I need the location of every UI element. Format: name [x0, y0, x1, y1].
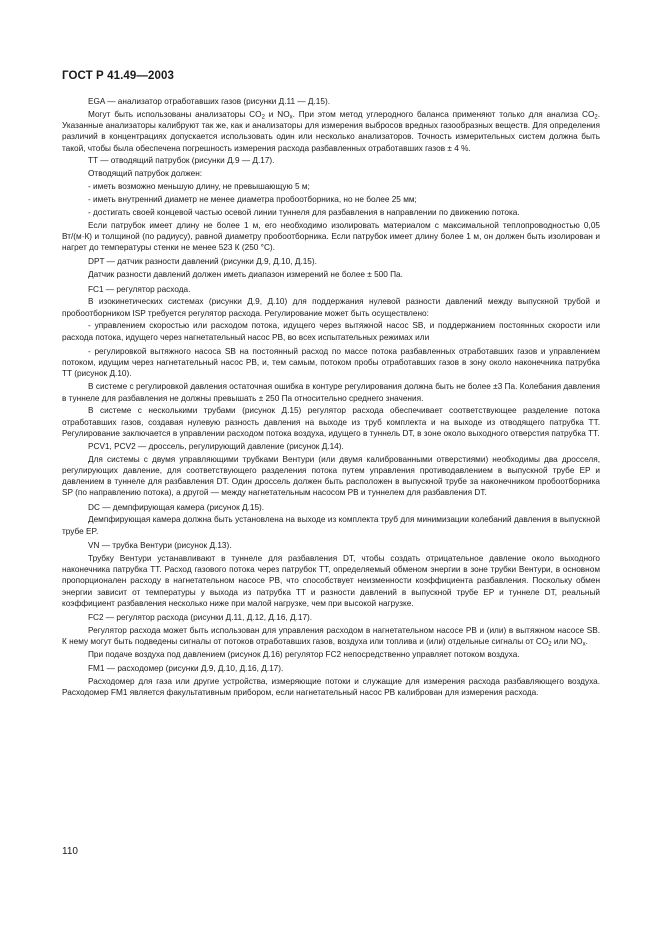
paragraph: DC — демпфирующая камера (рисунок Д.15). — [88, 502, 265, 512]
paragraph: В системе с регулировкой давления остаточная ошибка в контуре регулирования должна быть не более ±3 Па. Колебания давления в туннеле для разбавления не должны превышать ± 250 Па относительно среднего значения. — [62, 382, 600, 403]
list-item: - иметь внутренний диаметр не менее диаметра пробоотборника, но не более 25 мм; — [88, 194, 417, 204]
paragraph: Могут быть использованы анализаторы $CO_2$ и $NO_x$. При этом метод углеродного баланса применяют только для анализа $CO_2$. Указанные анализаторы калибруют так же, как и анализаторы для измерения выбросов вредных газообразных веществ. Для определения различий в концентрациях допускается использовать один или несколько анализаторов. Точность измерительных систем должна быть такой, чтобы была обеспечена погрешность измерения расхода разбавленных отработавших газов ± 4 %. — [62, 109, 601, 153]
paragraph: Если патрубок имеет длину не более 1 м, его необходимо изолировать материалом с максимальной теплопроводностью 0,05 Вт/(м·К) и толщиной (по радиусу), равной диаметру пробоотборника. Если патрубок имеет длину более 1 м, он должен быть изолирован и нагрет до температуры стенки не менее 523 К (250 °С). — [62, 220, 600, 253]
list-item: - регулировкой вытяжного насоса SB на постоянный расход по массе потока разбавленных отработавших газов и управлением потоком, идущим через нагнетательный насос PB, и, тем самым, потоком пробы отработавших газов в зону около наконечника патрубка TT (рисунок Д.10). — [62, 346, 600, 379]
paragraph: При подаче воздуха под давлением (рисунок Д.16) регулятор FC2 непосредственно управляет потоком воздуха. — [88, 649, 520, 659]
paragraph: PCV1, PCV2 — дроссель, регулирующий давление (рисунок Д.14). — [88, 441, 344, 451]
paragraph: DPT — датчик разности давлений (рисунки Д.9, Д.10, Д.15). — [88, 257, 317, 267]
paragraph: FM1 — расходомер (рисунки Д.9, Д.10, Д.16, Д.17). — [88, 664, 284, 674]
list-item: - достигать своей концевой частью осевой линии туннеля для разбавления в направлении по движению потока. — [88, 207, 520, 217]
paragraph: VN — трубка Вентури (рисунок Д.13). — [88, 540, 232, 550]
paragraph: Для системы с двумя управляющими трубками Вентури (или двумя калиброванными отверстиями) необходимы два дросселя, регулирующих давление, для соответствующего разделения потока путем управления противодавлением в выпускной трубе EP и давлением в туннеле для разбавления DT. Один дроссель должен быть расположен в выпускной трубе за наконечником пробоотборника SP (по направлению потока), а другой — между нагнетательным насосом PB и туннелем для разбавления DT. — [62, 454, 600, 498]
list-item: - управлением скоростью или расходом потока, идущего через вытяжной насос SB, и поддержанием постоянных скорости или расхода потока, идущего через нагнетательный насос PB, во всех испытательных режимах или — [62, 321, 600, 342]
paragraph: FC2 — регулятор расхода (рисунки Д.11, Д.12, Д.16, Д.17). — [88, 613, 313, 622]
list-item: - иметь возможно меньшую длину, не превышающую 5 м; — [88, 182, 310, 192]
paragraph: Демпфирующая камера должна быть установлена на выходе из комплекта труб для минимизации колебаний давления в выпускной трубе EP. — [62, 515, 600, 536]
paragraph: Отводящий патрубок должен: — [88, 169, 203, 179]
paragraph: Трубку Вентури устанавливают в туннеле для разбавления DT, чтобы создать отрицательное давление около выходного наконечника патрубка TT. Расход газового потока через патрубок TT, определяемый обменом энергии в зоне трубки Вентури, в основном пропорционален расходу в нагнетательном насосе PB, что способствует неизменности коэффициента разбавления. Поскольку обмен энергии зависит от температуры у выхода из патрубка TT и разности давлений в выпускной трубе EP и туннеле DT, реальный коэффициент разбавления несколько ниже при малой нагрузке, чем при высокой нагрузке. — [62, 553, 600, 608]
paragraph: В системе с несколькими трубами (рисунок Д.15) регулятор расхода обеспечивает соответствующее разделение потока отработавших газов, создавая нулевую разность давления на выходе из труб комплекта и на выходе из отводящего патрубка TT. Регулирование заключается в управлении расходом потока воздуха, идущего в туннель DT, в зоне около выходного отверстия патрубка TT. — [62, 406, 600, 438]
paragraph: В изокинетических системах (рисунки Д.9, Д.10) для поддержания нулевой разности давлений между выпускной трубой и пробоотборником ISP требуется регулятор расхода. Регулирование может быть осуществлено: — [62, 297, 600, 318]
paragraph: EGA — анализатор отработавших газов (рисунки Д.11 — Д.15). — [88, 97, 331, 106]
page-header: ГОСТ Р 41.49—2003 — [62, 70, 174, 82]
paragraph: FC1 — регулятор расхода. — [88, 284, 191, 294]
paragraph: Датчик разности давлений должен иметь диапазон измерений не более ± 500 Па. — [88, 270, 403, 280]
paragraph: TT — отводящий патрубок (рисунки Д.9 — Д.17). — [88, 156, 275, 166]
paragraph: Регулятор расхода может быть использован для управления расходом в нагнетательном насосе PB и (или) в вытяжном насосе SB. К нему могут быть подведены сигналы от потоков отработавших газов, воздуха или топлива и (или) отдельные сигналы от $CO_2$ или $NO_x$. — [62, 625, 600, 648]
paragraph: Расходомер для газа или другие устройства, измеряющие потоки и служащие для измерения расхода разбавляющего воздуха. Расходомер FM1 является факультативным прибором, если нагнетательный насос PB калиброван для измерения расхода. — [62, 677, 600, 698]
document-body — [62, 96, 600, 700]
page-number: 110 — [62, 846, 78, 857]
